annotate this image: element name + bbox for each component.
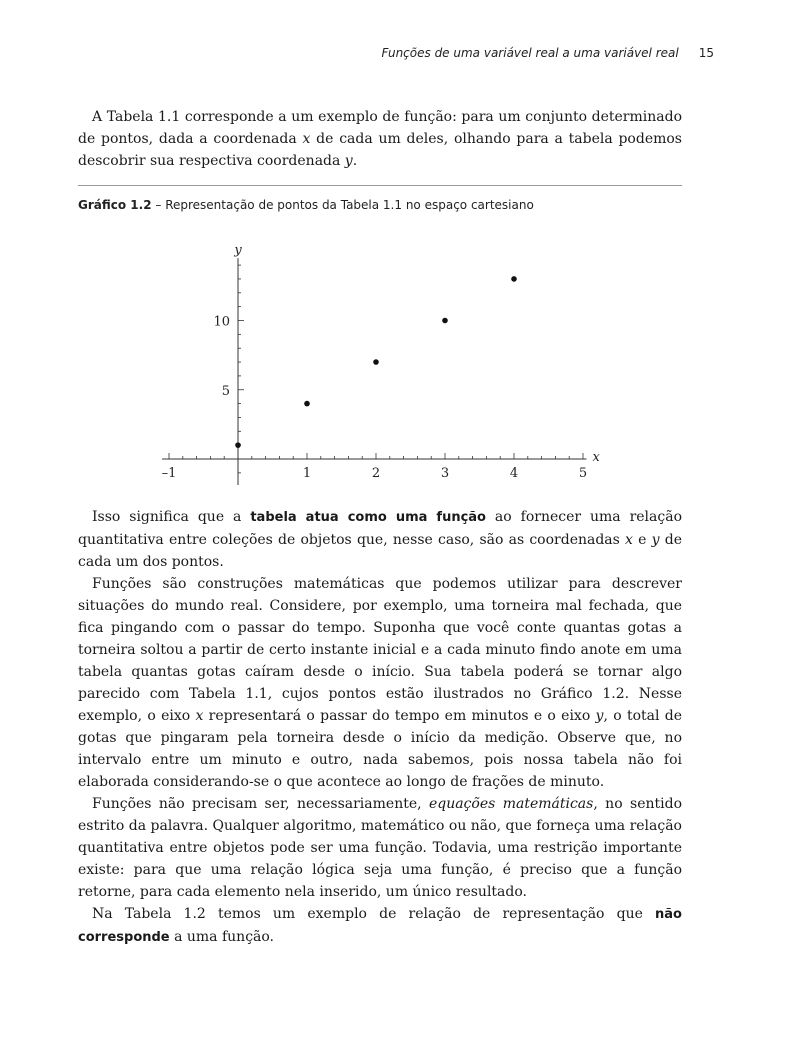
text: de cada um dos pontos. <box>78 532 682 570</box>
text: , o total de gotas que pingaram pela torneira desde o início da medição. Observe que, no intervalo entre um minuto e outro, nada sabemos, pois nossa tabela não foi elaborada considerando-se o que acontece ao longo de frações de minuto. <box>78 708 682 790</box>
text: e <box>632 532 652 548</box>
var-x: x <box>302 131 311 147</box>
var-y: y <box>595 708 604 724</box>
var-y: y <box>344 153 353 169</box>
y-axis-label: y <box>234 243 242 259</box>
x-tick-label: 5 <box>578 466 588 481</box>
text: ao fornecer uma relação quantitativa entre coleções de objetos que, nesse caso, são as coordenadas <box>78 509 682 548</box>
paragraph-3 <box>78 573 682 793</box>
text: , no sentido estrito da palavra. Qualquer algoritmo, matemático ou não, que forneça uma relação quantitativa entre objetos pode ser uma função. Todavia, uma restrição importante existe: para que uma relação lógica seja uma função, é preciso que a função retorne, para cada elemento nela inserido, um único resultado. <box>78 796 682 900</box>
x-tick-label: 1 <box>302 466 312 481</box>
italic-term: equações matemáticas <box>428 796 594 812</box>
figure-caption <box>78 198 534 212</box>
var-x: x <box>625 532 633 548</box>
var-x: x <box>195 708 204 724</box>
x-tick-label: 2 <box>371 466 381 481</box>
figure-caption-text: – Representação de pontos da Tabela 1.1 no espaço cartesiano <box>151 198 534 212</box>
x-tick-label: 4 <box>509 466 519 481</box>
x-tick-label: –1 <box>161 466 177 481</box>
data-point <box>304 401 310 407</box>
figure-label: Gráfico 1.2 <box>78 198 152 212</box>
text: Isso significa que a <box>92 509 251 525</box>
bold-term: tabela atua como uma função <box>250 510 486 525</box>
x-tick-label: 3 <box>440 466 450 481</box>
text: Funções não precisam ser, necessariamente, <box>92 796 429 812</box>
y-tick-label: 10 <box>213 314 230 330</box>
paragraph-5 <box>78 903 682 949</box>
figure-rule <box>78 185 682 186</box>
running-title: Funções de uma variável real a uma variável real <box>381 46 679 60</box>
data-point <box>511 276 517 282</box>
data-point <box>442 318 448 324</box>
paragraph-2 <box>78 506 682 573</box>
var-y: y <box>651 532 660 548</box>
data-point <box>373 359 379 365</box>
text: representará o passar do tempo em minutos e o eixo <box>203 708 596 724</box>
text: . <box>352 153 358 169</box>
paragraph-1 <box>78 106 682 172</box>
intro-block <box>78 106 682 172</box>
y-tick-label: 5 <box>221 383 230 399</box>
bold-term: não corresponde <box>78 907 682 945</box>
page-number: 15 <box>698 46 714 60</box>
x-axis-label: x <box>592 450 600 465</box>
main-text-block <box>78 506 682 949</box>
scatter-chart <box>150 225 610 485</box>
running-head <box>0 46 714 60</box>
text: A Tabela 1.1 corresponde a um exemplo de função: para um conjunto determinado de pontos, dada a coordenada <box>78 109 682 147</box>
text: de cada um deles, olhando para a tabela podemos descobrir sua respectiva coordenada <box>78 131 682 169</box>
data-point <box>235 442 241 448</box>
text: a uma função. <box>169 929 275 945</box>
paragraph-4 <box>78 793 682 903</box>
text: Na Tabela 1.2 temos um exemplo de relação de representação que <box>92 906 656 922</box>
text: Funções são construções matemáticas que podemos utilizar para descrever situações do mundo real. Considere, por exemplo, uma torneira mal fechada, que fica pingando com o passar do tempo. Suponha que você conte quantas gotas a torneira soltou a partir de certo instante inicial e a cada minuto findo anote em uma tabela quantas gotas caíram desde o início. Sua tabela poderá se tornar algo parecido com Tabela 1.1, cujos pontos estão ilustrados no Gráfico 1.2. Nesse exemplo, o eixo <box>78 576 682 724</box>
